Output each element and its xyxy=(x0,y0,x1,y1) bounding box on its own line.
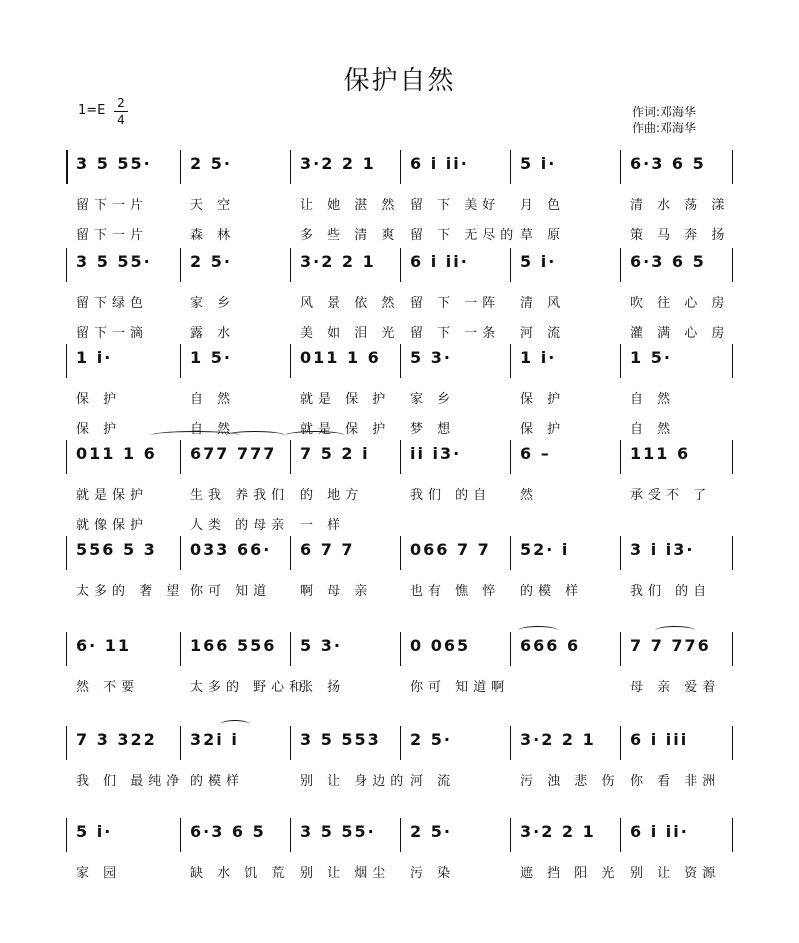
lyric-segment: 保 护 xyxy=(520,392,566,407)
slur-mark xyxy=(655,626,695,635)
barline xyxy=(732,536,733,570)
measure-notes: 011 1 6 xyxy=(76,444,157,463)
composer-credit: 作曲:邓海华 xyxy=(632,121,697,135)
measure-notes: 3·2 2 1 xyxy=(520,730,596,749)
barline xyxy=(620,150,621,184)
lyric-segment: 保 护 xyxy=(520,422,566,437)
lyric-segment: 一 样 xyxy=(300,518,346,533)
measure-notes: 6·3 6 5 xyxy=(630,252,706,271)
lyric-segment: 就是保护 xyxy=(76,488,149,503)
barline xyxy=(400,726,401,760)
barline xyxy=(180,536,181,570)
lyric-segment: 自 然 xyxy=(190,422,236,437)
lyric-segment: 然 xyxy=(520,488,539,503)
slur-mark xyxy=(220,720,250,729)
measure-notes: 011 1 6 xyxy=(300,348,381,367)
measure-notes: 6 i ii· xyxy=(410,252,469,271)
lyric-segment: 家 园 xyxy=(76,866,122,881)
lyric-segment: 啊 母 亲 xyxy=(300,584,373,599)
measure-notes: 1 i· xyxy=(76,348,113,367)
barline xyxy=(290,726,291,760)
barline xyxy=(510,632,511,666)
credits xyxy=(632,104,696,136)
lyric-segment: 就是 保 护 xyxy=(300,422,391,437)
barline xyxy=(290,248,291,282)
barline xyxy=(180,344,181,378)
lyric-segment: 缺 水 饥 荒 xyxy=(190,866,290,881)
lyric-segment: 让 她 湛 然 xyxy=(300,198,400,213)
barline xyxy=(66,344,67,378)
measure-notes: 1 i· xyxy=(520,348,557,367)
barline xyxy=(510,150,511,184)
barline xyxy=(732,150,733,184)
staff-system xyxy=(66,726,732,762)
barline xyxy=(66,818,67,852)
lyric-segment: 然 不要 xyxy=(76,680,140,695)
measure-notes: 7 5 2 i xyxy=(300,444,370,463)
measure-notes: 3 i i3· xyxy=(630,540,695,559)
barline xyxy=(400,536,401,570)
lyric-segment: 留下绿色 xyxy=(76,296,149,311)
lyric-segment: 承受不 了 xyxy=(630,488,712,503)
measure-notes: 6 i ii· xyxy=(630,822,689,841)
measure-notes: 52· i xyxy=(520,540,570,559)
barline xyxy=(510,248,511,282)
barline xyxy=(510,726,511,760)
lyric-segment: 保 护 xyxy=(76,392,122,407)
barline xyxy=(66,440,67,474)
measure-notes: 2 5· xyxy=(410,822,452,841)
measure-notes: 5 i· xyxy=(520,252,557,271)
measure-notes: 677 777 xyxy=(190,444,277,463)
lyric-segment: 污 浊 悲 伤 xyxy=(520,774,620,789)
lyric-segment: 河 流 xyxy=(410,774,456,789)
staff-system xyxy=(66,150,732,186)
measure-notes: 5 i· xyxy=(76,822,113,841)
barline xyxy=(66,726,67,760)
measure-notes: 3 5 553 xyxy=(300,730,381,749)
lyric-segment: 也有 憔 悴 xyxy=(410,584,501,599)
lyric-segment: 自 然 xyxy=(630,422,676,437)
lyric-segment: 别 让 资源 xyxy=(630,866,721,881)
barline xyxy=(732,440,733,474)
lyric-segment: 留 下 无尽的 xyxy=(410,228,519,243)
lyric-segment: 灌 满 心 房 xyxy=(630,326,730,341)
lyric-segment: 森 林 xyxy=(190,228,236,243)
barline xyxy=(620,440,621,474)
measure-notes: 3·2 2 1 xyxy=(300,154,376,173)
barline xyxy=(620,632,621,666)
lyric-segment: 人类 的母亲 xyxy=(190,518,290,533)
lyric-segment: 我们 的自 xyxy=(630,584,712,599)
lyric-segment: 母 亲 爱着 xyxy=(630,680,721,695)
lyric-segment: 河 流 xyxy=(520,326,566,341)
lyric-segment: 策 马 奔 扬 xyxy=(630,228,730,243)
barline xyxy=(400,150,401,184)
measure-notes: 2 5· xyxy=(190,252,232,271)
measure-notes: 666 6 xyxy=(520,636,581,655)
lyric-segment: 留下一片 xyxy=(76,228,149,243)
barline xyxy=(620,248,621,282)
lyric-segment: 就像保护 xyxy=(76,518,149,533)
lyric-segment: 梦 想 xyxy=(410,422,456,437)
lyric-segment: 露 水 xyxy=(190,326,236,341)
barline xyxy=(400,632,401,666)
time-signature-top: 2 xyxy=(117,96,125,110)
lyric-segment: 你 看 非洲 xyxy=(630,774,721,789)
measure-notes: 6·3 6 5 xyxy=(630,154,706,173)
lyric-segment: 留 下 美好 xyxy=(410,198,501,213)
barline xyxy=(732,818,733,852)
barline xyxy=(400,440,401,474)
barline xyxy=(400,818,401,852)
barline xyxy=(290,440,291,474)
measure-notes: 6 7 7 xyxy=(300,540,355,559)
measure-notes: 3 5 55· xyxy=(76,252,152,271)
barline xyxy=(66,150,68,184)
barline xyxy=(732,632,733,666)
lyric-segment: 天 空 xyxy=(190,198,236,213)
measure-notes: 6·3 6 5 xyxy=(190,822,266,841)
measure-notes: 1 5· xyxy=(630,348,672,367)
lyric-segment: 太多的 奢 望 xyxy=(76,584,185,599)
barline xyxy=(620,726,621,760)
measure-notes: 0 065 xyxy=(410,636,471,655)
lyric-segment: 你可 知道啊 xyxy=(410,680,510,695)
measure-notes: 2 5· xyxy=(410,730,452,749)
lyric-segment: 我 们 最纯净 xyxy=(76,774,185,789)
lyric-segment: 家 乡 xyxy=(410,392,456,407)
barline xyxy=(180,632,181,666)
barline xyxy=(180,150,181,184)
lyric-segment: 草 原 xyxy=(520,228,566,243)
staff-system xyxy=(66,248,732,284)
barline xyxy=(732,726,733,760)
lyricist-credit: 作词:邓海华 xyxy=(632,105,697,119)
lyric-segment: 张 扬 xyxy=(300,680,346,695)
measure-notes: 6· 11 xyxy=(76,636,132,655)
measure-notes: 3 5 55· xyxy=(300,822,376,841)
key-signature: 1=E xyxy=(78,103,106,118)
time-signature-bottom: 4 xyxy=(117,113,125,127)
staff-system xyxy=(66,344,732,380)
slur-mark xyxy=(225,431,285,440)
barline xyxy=(620,344,621,378)
staff-system xyxy=(66,440,732,476)
fraction-bar xyxy=(114,111,128,112)
barline xyxy=(66,536,67,570)
lyric-segment: 美 如 泪 光 xyxy=(300,326,400,341)
lyric-segment: 污 染 xyxy=(410,866,456,881)
measure-notes: ii i3· xyxy=(410,444,462,463)
measure-notes: 32i i xyxy=(190,730,239,749)
lyric-segment: 遮 挡 阳 光 xyxy=(520,866,620,881)
barline xyxy=(290,150,291,184)
lyric-segment: 留下一片 xyxy=(76,198,149,213)
measure-notes: 033 66· xyxy=(190,540,272,559)
lyric-segment: 的模样 xyxy=(190,774,245,789)
lyric-segment: 风 景 依 然 xyxy=(300,296,400,311)
barline xyxy=(180,248,181,282)
lyric-segment: 家 乡 xyxy=(190,296,236,311)
barline xyxy=(620,536,621,570)
lyric-segment: 生我 养我们 xyxy=(190,488,290,503)
lyric-segment: 月 色 xyxy=(520,198,566,213)
lyric-segment: 你可 知道 xyxy=(190,584,272,599)
measure-notes: 3 5 55· xyxy=(76,154,152,173)
lyric-segment: 别 让 身边的 xyxy=(300,774,409,789)
lyric-segment: 太多的 野心和 xyxy=(190,680,308,695)
barline xyxy=(732,344,733,378)
lyric-segment: 清 风 xyxy=(520,296,566,311)
slur-mark xyxy=(518,626,558,635)
barline xyxy=(290,344,291,378)
measure-notes: 6 i iii xyxy=(630,730,689,749)
barline xyxy=(180,440,181,474)
barline xyxy=(620,818,621,852)
barline xyxy=(732,248,733,282)
barline xyxy=(510,440,511,474)
lyric-segment: 自 然 xyxy=(630,392,676,407)
staff-system xyxy=(66,818,732,854)
lyric-segment: 就是 保 护 xyxy=(300,392,391,407)
staff-system xyxy=(66,536,732,572)
barline xyxy=(180,726,181,760)
barline xyxy=(290,536,291,570)
lyric-segment: 多 些 清 爽 xyxy=(300,228,400,243)
measure-notes: 7 7 776 xyxy=(630,636,711,655)
time-signature xyxy=(114,96,128,127)
measure-notes: 7 3 322 xyxy=(76,730,157,749)
lyric-segment: 的 地方 xyxy=(300,488,364,503)
measure-notes: 5 3· xyxy=(410,348,452,367)
measure-notes: 3·2 2 1 xyxy=(520,822,596,841)
lyric-segment: 吹 往 心 房 xyxy=(630,296,730,311)
lyric-segment: 我们 的自 xyxy=(410,488,492,503)
barline xyxy=(400,344,401,378)
lyric-segment: 别 让 烟尘 xyxy=(300,866,391,881)
staff-system xyxy=(66,632,732,668)
barline xyxy=(180,818,181,852)
barline xyxy=(290,632,291,666)
measure-notes: 5 3· xyxy=(300,636,342,655)
barline xyxy=(510,818,511,852)
barline xyxy=(66,248,67,282)
lyric-segment: 清 水 荡 漾 xyxy=(630,198,730,213)
measure-notes: 066 7 7 xyxy=(410,540,491,559)
measure-notes: 556 5 3 xyxy=(76,540,157,559)
lyric-segment: 留 下 一阵 xyxy=(410,296,501,311)
measure-notes: 5 i· xyxy=(520,154,557,173)
measure-notes: 111 6 xyxy=(630,444,691,463)
lyric-segment: 保 护 xyxy=(76,422,122,437)
song-title: 保护自然 xyxy=(343,66,456,96)
lyric-segment: 的模 样 xyxy=(520,584,584,599)
barline xyxy=(510,536,511,570)
measure-notes: 1 5· xyxy=(190,348,232,367)
barline xyxy=(66,632,67,666)
measure-notes: 166 556 xyxy=(190,636,277,655)
measure-notes: 2 5· xyxy=(190,154,232,173)
barline xyxy=(510,344,511,378)
barline xyxy=(290,818,291,852)
measure-notes: 6 – xyxy=(520,444,551,463)
slur-mark xyxy=(285,431,345,440)
barline xyxy=(400,248,401,282)
measure-notes: 6 i ii· xyxy=(410,154,469,173)
lyric-segment: 留 下 一条 xyxy=(410,326,501,341)
lyric-segment: 自 然 xyxy=(190,392,236,407)
lyric-segment: 留下一滴 xyxy=(76,326,149,341)
measure-notes: 3·2 2 1 xyxy=(300,252,376,271)
